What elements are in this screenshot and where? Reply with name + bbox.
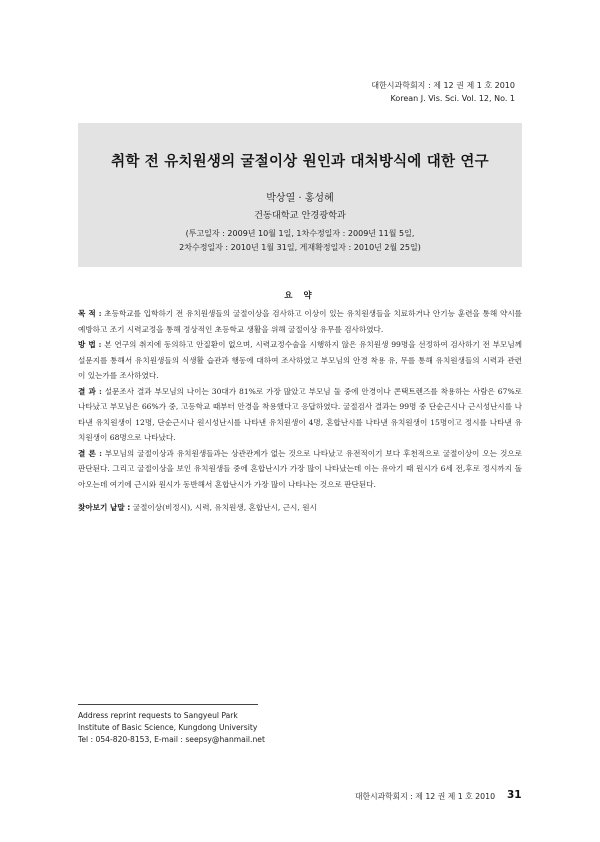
footnote-line-1: Address reprint requests to Sangyeul Park xyxy=(78,711,238,720)
result-text: 설문조사 결과 부모님의 나이는 30대가 81%로 가장 많았고 부모님 둘 중에 안경이나 콘택트렌즈를 착용하는 사람은 67%로 나타났고 부모님은 66%가 중, 고등학교 때부터 안경을 착용했다고 응답하였다. 굴절검사 결과는 99명 중 단순근시나 근시성난시를 나타낸 유치원생이 12명, 단순근시나 원시성난시를 나타낸 유치원생이 4명, 혼합난시를 나타낸 유치원생이 15명이고 정시를 나타낸 유치원생이 68명으로 나타났다. xyxy=(78,386,523,442)
running-header xyxy=(371,79,515,105)
running-footer: 대한시과학회지 : 제 12 권 제 1 호 2010 xyxy=(355,792,496,801)
correspondence-footnote xyxy=(78,710,265,746)
paper-title: 취학 전 유치원생의 굴절이상 원인과 대처방식에 대한 연구 xyxy=(111,154,489,170)
abstract-method xyxy=(78,337,522,384)
dates-line-1: (투고일자 : 2009년 10월 1일, 1차수정일자 : 2009년 11월 5일, xyxy=(185,229,415,238)
submission-dates xyxy=(78,227,522,255)
method-label: 방 법 : xyxy=(78,340,102,349)
purpose-label: 목 적 : xyxy=(78,309,102,318)
conclusion-text: 부모님의 굴절이상과 유치원생들과는 상관관계가 없는 것으로 나타났고 유전적이기 보다 후천적으로 굴절이상이 오는 것으로 판단된다. 그리고 굴절이상을 보인 유치원생들 중에 혼합난시가 가장 많이 나타났는데 이는 유아기 때 원시가 6세 전,후로 정시까지 돌아오는데 여기에 근시와 원시가 동반해서 혼합난시가 가장 많이 나타나는 것으로 판단된다. xyxy=(78,448,522,489)
conclusion-label: 결 론 : xyxy=(78,448,102,458)
dates-line-2: 2차수정일자 : 2010년 1월 31일, 게재확정일자 : 2010년 2월 25일) xyxy=(179,243,421,252)
page-number: 31 xyxy=(507,789,522,801)
abstract-heading: 요 약 xyxy=(284,291,316,301)
footnote-line-3: Tel : 054-820-8153, E-mail : seepsy@hanmail.net xyxy=(78,735,265,744)
abstract-result xyxy=(78,384,522,446)
abstract-purpose xyxy=(78,306,522,337)
abstract-conclusion xyxy=(78,446,522,493)
keywords-label: 찾아보기 낱말 : xyxy=(78,503,131,512)
result-label: 결 과 : xyxy=(78,386,102,396)
purpose-text: 초등학교를 입학하기 전 유치원생들의 굴절이상을 검사하고 이상이 있는 유치원생들을 치료하거나 안기능 훈련을 통해 약시를 예방하고 조기 시력교정을 통해 정상적인 초등학교 생활을 위해 굴절이상 유무를 검사하였다. xyxy=(78,309,522,334)
journal-header-korean: 대한시과학회지 : 제 12 권 제 1 호 2010 xyxy=(371,81,515,90)
title-box xyxy=(78,123,522,267)
abstract-body xyxy=(78,306,522,516)
method-text: 본 연구의 취지에 동의하고 안질환이 없으며, 시력교정수술을 시행하지 않은 유치원생 99명을 선정하여 검사하기 전 부모님께 설문지를 통해서 유치원생들의 식생활 습관과 행동에 대하여 조사하였고 부모님의 안경 착용 유, 무를 통해 유치원생들의 시력과 관련이 있는가를 조사하였다. xyxy=(78,340,523,380)
authors: 박상열 · 홍성혜 xyxy=(266,193,334,204)
footnote-line-2: Institute of Basic Science, Kungdong University xyxy=(78,723,258,732)
affiliation: 건동대학교 안경광학과 xyxy=(254,210,346,221)
keywords-text: 굴절이상(비정시), 시력, 유치원생, 혼합난시, 근시, 원시 xyxy=(130,503,317,512)
keywords xyxy=(78,500,522,516)
journal-header-english: Korean J. Vis. Sci. Vol. 12, No. 1 xyxy=(390,94,515,103)
footnote-divider xyxy=(78,704,258,705)
